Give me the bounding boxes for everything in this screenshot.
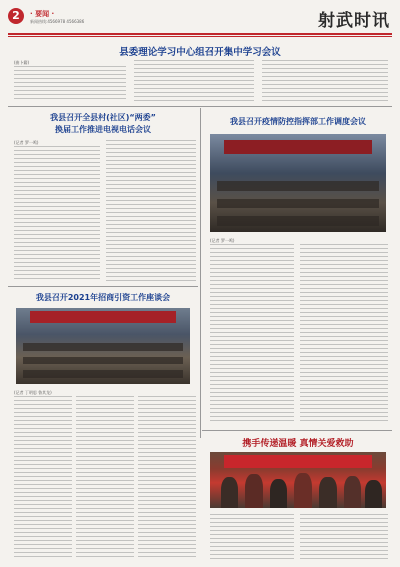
article-text [300, 514, 388, 562]
section-divider [202, 430, 392, 431]
investment-meeting-photo [16, 308, 190, 384]
byline-epidemic: (记者 罗一鸣) [210, 238, 235, 243]
article-text [138, 396, 196, 560]
article-text [106, 140, 196, 282]
article-text [14, 66, 126, 102]
article-text [262, 60, 388, 102]
article-text [300, 244, 388, 424]
article-text [210, 244, 294, 424]
byline-investment: (记者 丁明思 鲁其龙) [14, 390, 52, 395]
article-text [14, 396, 72, 560]
edition-info: 新闻热线:4566978 4566386 [30, 19, 85, 24]
byline-study-meeting: (曲卜籍) [14, 60, 30, 65]
masthead-rule-thin [8, 36, 392, 37]
charity-event-photo [210, 452, 386, 508]
byline-election: (记者 罗一鸣) [14, 140, 39, 145]
headline-charity: 携手传递温暖 真情关爱救助 [242, 439, 354, 449]
headline-election-line1: 我县召开全县村(社区)“两委” [50, 113, 156, 122]
article-text [134, 60, 254, 102]
epidemic-meeting-photo [210, 134, 386, 232]
section-divider [8, 286, 198, 287]
article-text [14, 146, 100, 282]
page-number: 2 [8, 8, 24, 24]
paper-name: 射武时讯 [318, 11, 390, 31]
article-text [210, 514, 294, 562]
section-divider [8, 106, 392, 107]
headline-election-line2: 换届工作推进电视电话会议 [55, 125, 151, 134]
masthead-rule [8, 33, 392, 35]
section-name: · 要闻 · [30, 10, 55, 18]
headline-study-meeting: 县委理论学习中心组召开集中学习会议 [119, 47, 281, 58]
column-divider [200, 108, 201, 438]
headline-epidemic: 我县召开疫情防控指挥部工作调度会议 [230, 117, 366, 126]
article-text [76, 396, 134, 560]
masthead [8, 6, 392, 32]
headline-investment: 我县召开2021年招商引资工作座谈会 [35, 293, 171, 302]
